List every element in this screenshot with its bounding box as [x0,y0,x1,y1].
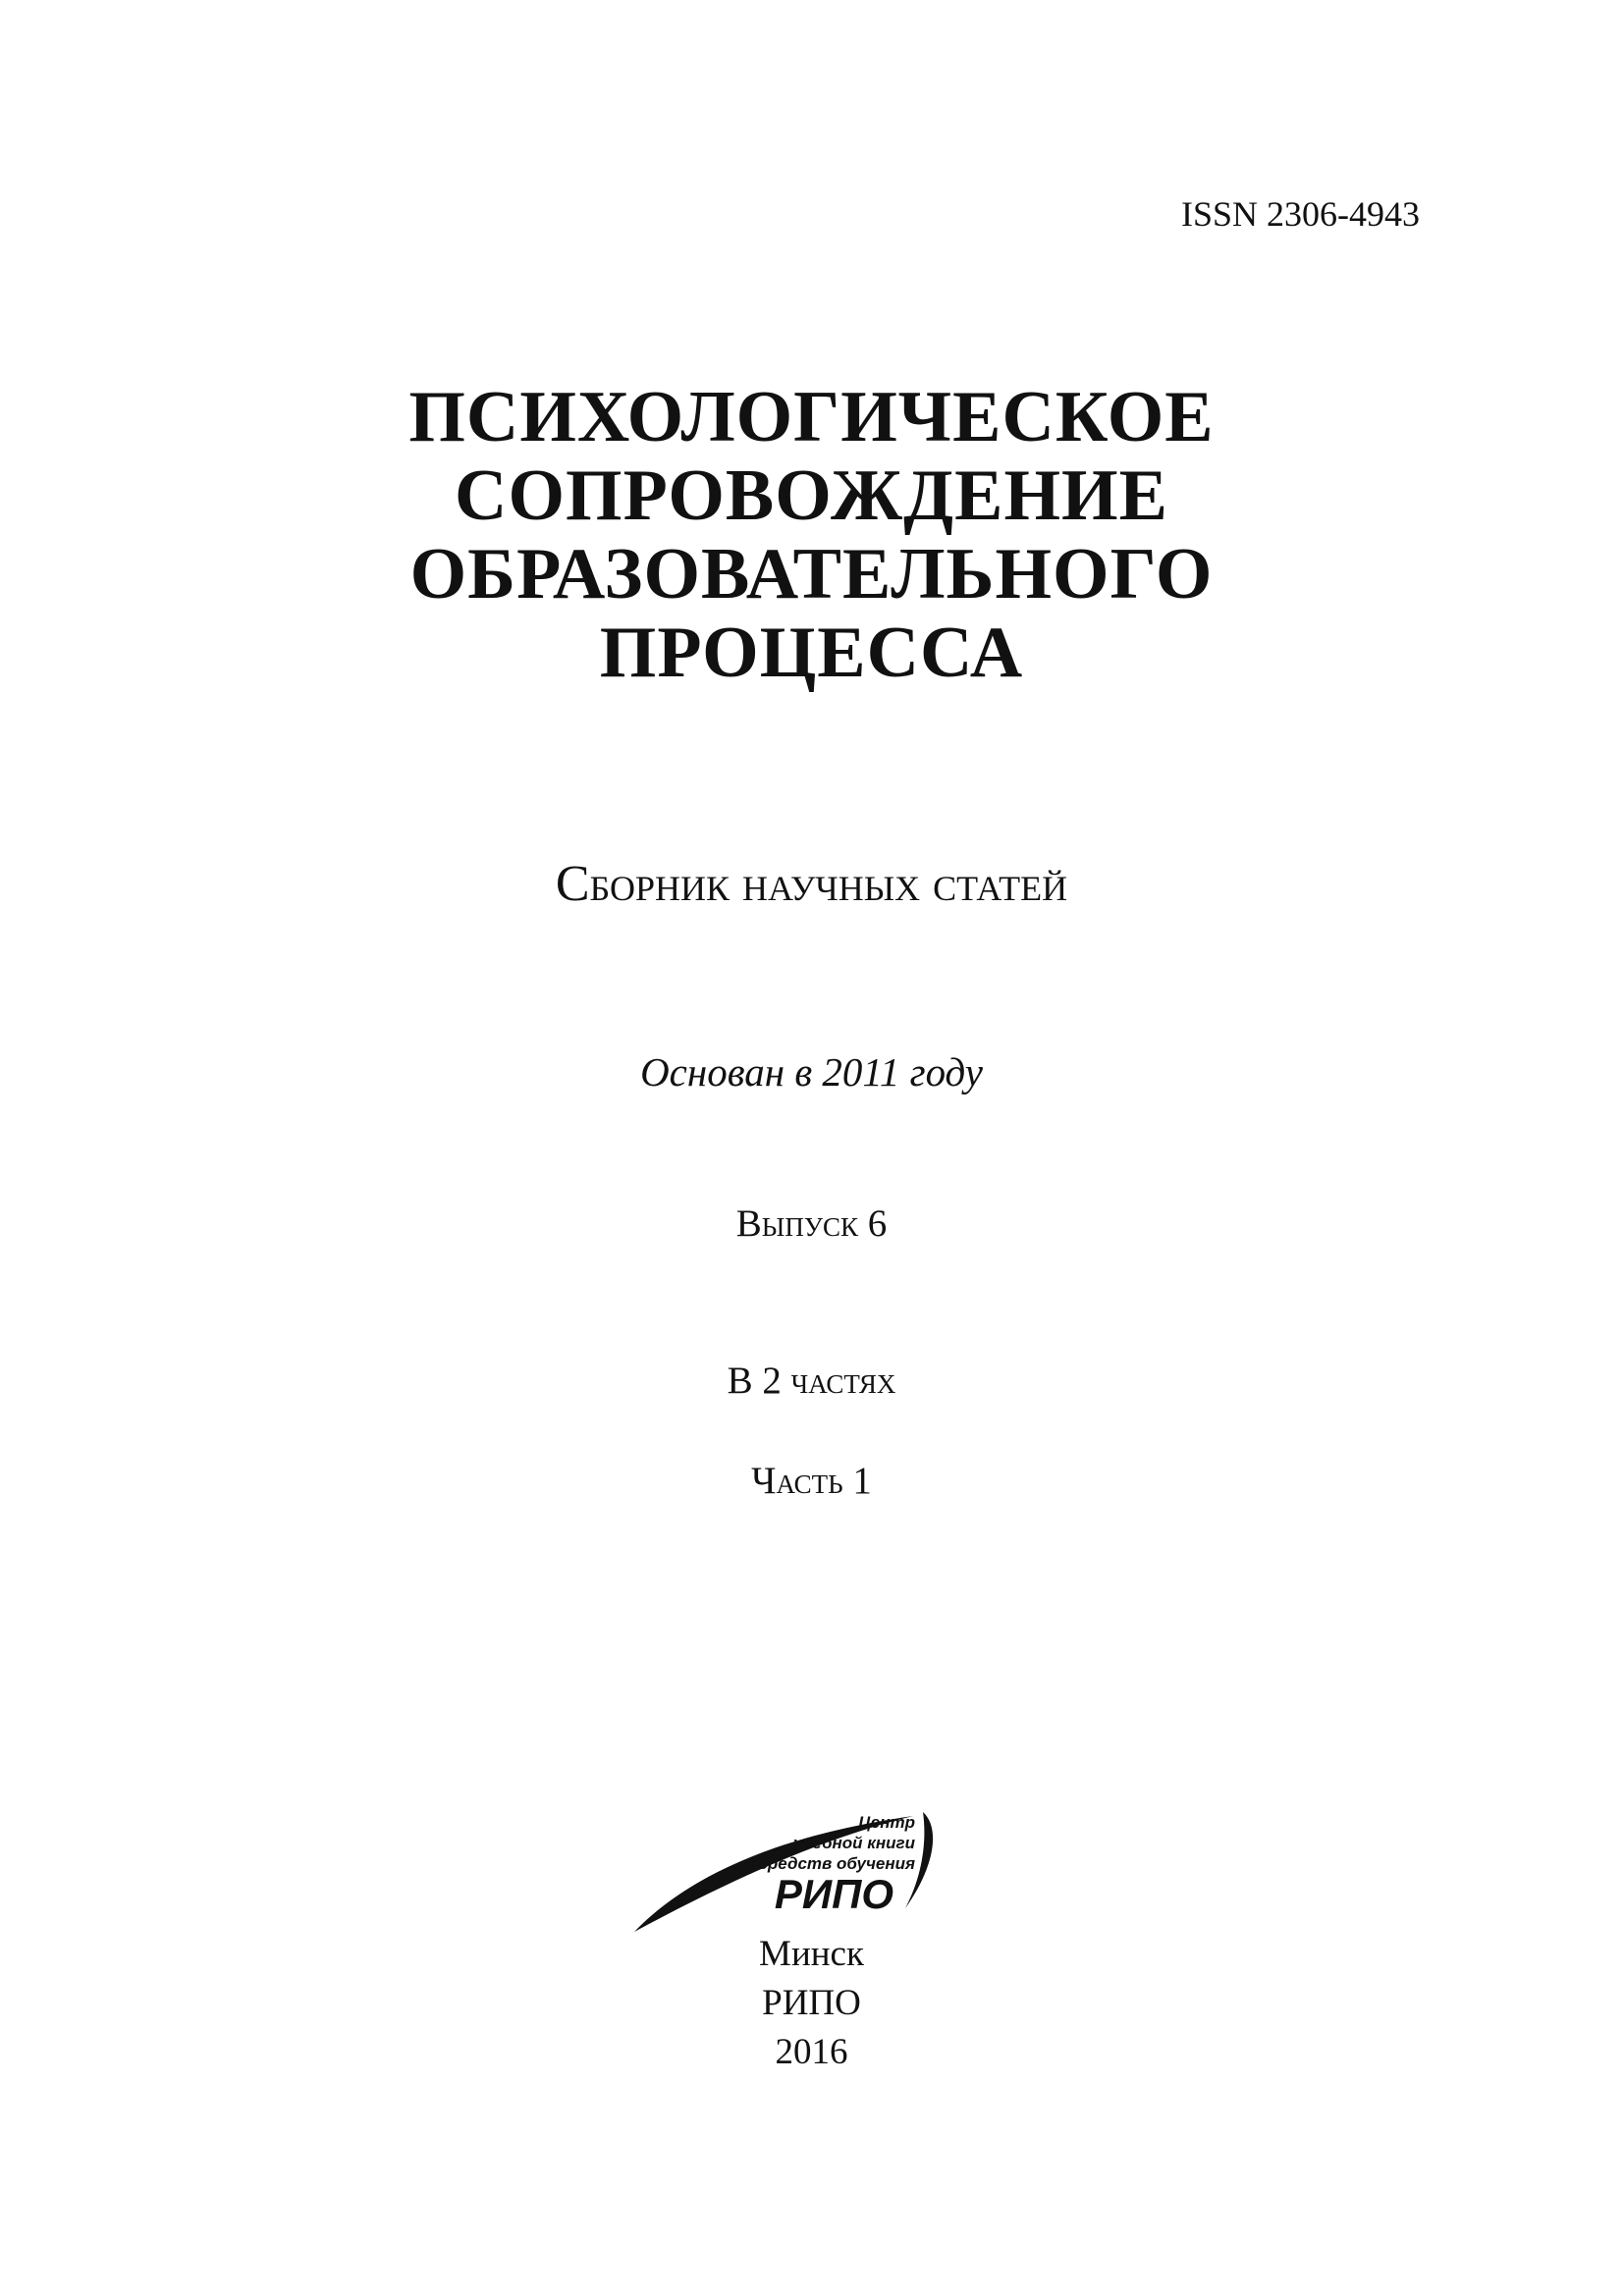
imprint-city: Минск [759,1934,864,1974]
title-line-1: ПСИХОЛОГИЧЕСКОЕ [408,377,1215,457]
founded-note: Основан в 2011 году [640,1049,983,1095]
book-title [0,378,1623,692]
logo-line-3: и средств обучения [743,1854,915,1873]
part-number: Часть 1 [751,1460,872,1502]
title-line-2: СОПРОВОЖДЕНИЕ [455,455,1168,536]
issue-number: Выпуск 6 [735,1202,888,1245]
imprint-publisher: РИПО [762,1983,861,2023]
logo-line-1: Центр [858,1813,915,1832]
logo-line-2: учебной книги [792,1834,915,1852]
publisher-logo [628,1798,952,1936]
title-line-3: ОБРАЗОВАТЕЛЬНОГО [409,534,1214,614]
title-line-4: ПРОЦЕССА [599,613,1024,693]
issn-label: ISSN 2306-4943 [1180,194,1420,234]
subtitle: Сборник научных статей [555,856,1068,912]
imprint-year: 2016 [775,2032,848,2072]
logo-name: РИПО [774,1871,893,1917]
parts-count: В 2 частях [727,1360,896,1402]
imprint [0,1930,1623,2077]
